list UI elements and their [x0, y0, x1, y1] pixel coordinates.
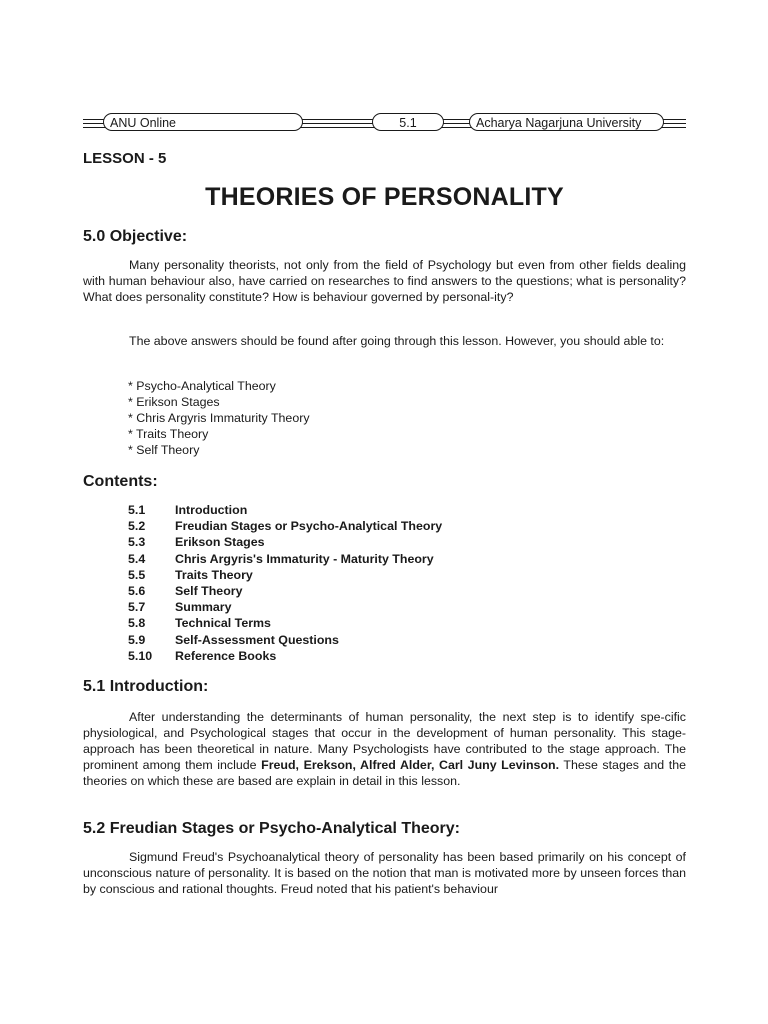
- toc-item: 5.4 Chris Argyris's Immaturity - Maturity Theory: [128, 551, 434, 566]
- toc-item: 5.1 Introduction: [128, 503, 248, 517]
- toc-item: 5.10 Reference Books: [128, 648, 277, 663]
- list-item: * Traits Theory: [128, 427, 209, 441]
- list-item: * Psycho-Analytical Theory: [128, 379, 276, 393]
- toc-item: 5.7 Summary: [128, 600, 232, 615]
- header-left-label: ANU Online: [103, 113, 303, 131]
- list-item: * Self Theory: [128, 443, 200, 457]
- introduction-heading: 5.1 Introduction:: [83, 678, 209, 695]
- list-item: * Erikson Stages: [128, 395, 220, 409]
- objective-paragraph-2: The above answers should be found after going through this lesson. However, you should able to:: [129, 334, 665, 348]
- toc-item: 5.6 Self Theory: [128, 584, 243, 599]
- introduction-paragraph: After understanding the determinants of human personality, the next step is to identify spe-cific physiological, and Psychological stages that occur in the development of human personality. This stage-approach has been theoretical in nature. Many Psychologists have contributed to the stage approach. The prominent among them include Freud, Erekson, Alfred Alder, Carl Juny Levinson. These stages and the theories on which these are based are explain in detail in this lesson.: [83, 710, 686, 788]
- toc-item: 5.8 Technical Terms: [128, 616, 271, 631]
- freudian-heading: 5.2 Freudian Stages or Psycho-Analytical Theory:: [83, 820, 460, 837]
- psychologist-names: Freud, Erekson, Alfred Alder, Carl Juny Levinson.: [261, 758, 560, 772]
- page-title: THEORIES OF PERSONALITY: [205, 183, 564, 211]
- header-right-label: Acharya Nagarjuna University: [469, 113, 664, 131]
- table-of-contents: [128, 502, 442, 664]
- contents-heading: Contents:: [83, 473, 158, 490]
- toc-item: 5.2 Freudian Stages or Psycho-Analytical Theory: [128, 519, 443, 534]
- page-header: [83, 108, 686, 138]
- toc-item: 5.9 Self-Assessment Questions: [128, 632, 339, 647]
- objective-bullet-list: [128, 378, 310, 458]
- objective-heading: 5.0 Objective:: [83, 228, 188, 245]
- header-page-number: 5.1: [372, 113, 444, 131]
- toc-item: 5.3 Erikson Stages: [128, 535, 265, 550]
- freudian-paragraph: Sigmund Freud's Psychoanalytical theory of personality has been based primarily on his concept of unconscious nature of personality. It is based on the notion that man is motivated more by unseen forces than by conscious and rational thoughts. Freud noted that his patient's behaviour: [83, 850, 686, 896]
- objective-paragraph-1: Many personality theorists, not only from the field of Psychology but even from other fields dealing with human behaviour also, have carried on researches to find answers to the questions; what is personality? What does personality constitute? How is behaviour governed by personal-ity?: [83, 258, 686, 304]
- lesson-label: LESSON - 5: [83, 150, 167, 167]
- toc-item: 5.5 Traits Theory: [128, 567, 253, 582]
- list-item: * Chris Argyris Immaturity Theory: [128, 411, 310, 425]
